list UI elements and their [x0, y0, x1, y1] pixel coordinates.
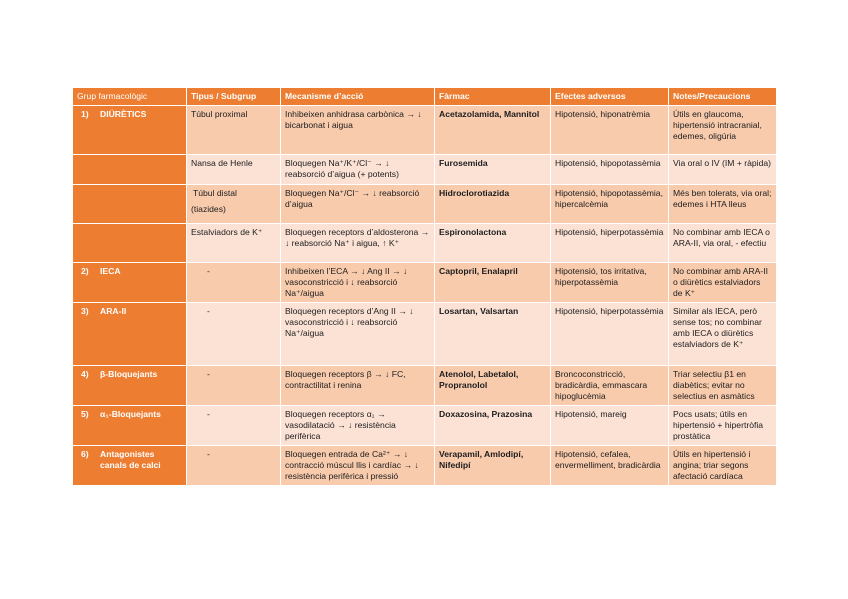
mechanism-cell: Bloquegen receptors α₁ → vasodilatació → ↓ resistència perifèrica — [281, 406, 435, 446]
drug-cell: Atenolol, Labetalol, Propranolol — [435, 366, 551, 406]
subtype-dash: - — [207, 409, 210, 419]
group-name: DIÜRÈTICS — [100, 109, 147, 119]
table-row — [73, 185, 777, 224]
subtype-line-2: (tiazides) — [191, 204, 226, 214]
group-number: 6) — [81, 449, 89, 459]
notes-cell: Pocs usats; útils en hipertensió + hipertròfia prostàtica — [669, 406, 777, 446]
mechanism-cell: Bloquegen Na⁺/Cl⁻ → ↓ reabsorció d’aigua — [281, 185, 435, 224]
adverse-cell: Broncoconstricció, bradicàrdia, emmascara hipoglucèmia — [551, 366, 669, 406]
header-drug: Fàrmac — [435, 88, 551, 106]
group-cell — [73, 446, 187, 486]
notes-cell: Més ben tolerats, via oral; edemes i HTA lleus — [669, 185, 777, 224]
adverse-cell: Hipotensió, tos irritativa, hiperpotassèmia — [551, 263, 669, 303]
adverse-cell: Hipotensió, hiperpotassèmia — [551, 303, 669, 366]
mechanism-cell: Inhibeixen anhidrasa carbònica → ↓ bicarbonat i aigua — [281, 106, 435, 155]
subtype-dash: - — [207, 369, 210, 379]
subtype-line-1: Túbul distal — [193, 188, 237, 198]
table-row — [73, 303, 777, 366]
group-cell — [73, 185, 187, 224]
table-row — [73, 263, 777, 303]
group-name: Antagonistes canals de calci — [100, 449, 161, 470]
mechanism-cell: Bloquegen entrada de Ca²⁺ → ↓ contracció múscul llis i cardíac → ↓ resistència perifèrica i pressió — [281, 446, 435, 486]
notes-cell: Via oral o IV (IM + ràpida) — [669, 155, 777, 185]
adverse-cell: Hipotensió, hiponatrèmia — [551, 106, 669, 155]
header-adverse: Efectes adversos — [551, 88, 669, 106]
drug-cell: Doxazosina, Prazosina — [435, 406, 551, 446]
adverse-cell: Hipotensió, hipopotassèmia, hipercalcèmia — [551, 185, 669, 224]
drug-cell: Captopril, Enalapril — [435, 263, 551, 303]
group-number: 3) — [81, 306, 89, 316]
group-number: 1) — [81, 109, 89, 119]
drug-cell: Losartan, Valsartan — [435, 303, 551, 366]
subtype-cell — [187, 263, 281, 303]
group-name: ARA-II — [100, 306, 127, 316]
group-cell — [73, 224, 187, 263]
drug-cell: Verapamil, Amlodipí, Nifedipí — [435, 446, 551, 486]
notes-cell: Útils en glaucoma, hipertensió intracranial, edemes, oligúria — [669, 106, 777, 155]
drug-cell: Furosemida — [435, 155, 551, 185]
table-row — [73, 366, 777, 406]
group-name: α₁-Bloquejants — [100, 409, 161, 419]
drug-cell: Espironolactona — [435, 224, 551, 263]
group-cell — [73, 263, 187, 303]
subtype-cell — [187, 185, 281, 224]
drug-cell: Hidroclorotiazida — [435, 185, 551, 224]
subtype-cell — [187, 303, 281, 366]
adverse-cell: Hipotensió, hiperpotassèmia — [551, 224, 669, 263]
table-row — [73, 406, 777, 446]
mechanism-cell: Bloquegen Na⁺/K⁺/Cl⁻ → ↓ reabsorció d’aigua (+ potents) — [281, 155, 435, 185]
group-cell — [73, 303, 187, 366]
group-number: 5) — [81, 409, 89, 419]
adverse-cell: Hipotensió, hipopotassèmia — [551, 155, 669, 185]
group-cell — [73, 366, 187, 406]
subtype-dash: - — [207, 306, 210, 316]
mechanism-cell: Inhibeixen l’ECA → ↓ Ang II → ↓ vasoconstricció i ↓ reabsorció Na⁺/aigua — [281, 263, 435, 303]
subtype-cell: Nansa de Henle — [187, 155, 281, 185]
subtype-dash: - — [207, 266, 210, 276]
notes-cell: Similar als IECA, però sense tos; no combinar amb IECA o diürètics estalviadors de K⁺ — [669, 303, 777, 366]
adverse-cell: Hipotensió, cefalea, envermelliment, bradicàrdia — [551, 446, 669, 486]
header-row — [73, 88, 777, 106]
subtype-cell — [187, 366, 281, 406]
notes-cell: Triar selectiu β1 en diabètics; evitar no selectius en asmàtics — [669, 366, 777, 406]
subtype-cell: Túbul proximal — [187, 106, 281, 155]
group-cell — [73, 406, 187, 446]
subtype-cell: Estalviadors de K⁺ — [187, 224, 281, 263]
notes-cell: No combinar amb ARA-II o diürètics estalviadors de K⁺ — [669, 263, 777, 303]
group-name: β-Bloquejants — [100, 369, 158, 379]
notes-cell: No combinar amb IECA o ARA-II, via oral, - efectiu — [669, 224, 777, 263]
notes-cell: Útils en hipertensió i angina; triar segons afectació cardíaca — [669, 446, 777, 486]
group-cell — [73, 155, 187, 185]
adverse-cell: Hipotensió, mareig — [551, 406, 669, 446]
subtype-cell — [187, 446, 281, 486]
group-number: 2) — [81, 266, 89, 276]
table-row — [73, 446, 777, 486]
group-number: 4) — [81, 369, 89, 379]
subtype-cell — [187, 406, 281, 446]
header-notes: Notes/Precaucions — [669, 88, 777, 106]
mechanism-cell: Bloquegen receptors d’aldosterona → ↓ reabsorció Na⁺ i aigua, ↑ K⁺ — [281, 224, 435, 263]
table-row — [73, 155, 777, 185]
header-group: Grup farmacològic — [73, 88, 187, 106]
table-row — [73, 106, 777, 155]
drug-table — [72, 87, 777, 486]
mechanism-cell: Bloquegen receptors d’Ang II → ↓ vasoconstricció i ↓ reabsorció Na⁺/aigua — [281, 303, 435, 366]
subtype-dash: - — [207, 449, 210, 459]
drug-cell: Acetazolamida, Mannitol — [435, 106, 551, 155]
group-cell — [73, 106, 187, 155]
group-name: IECA — [100, 266, 121, 276]
header-subtype: Tipus / Subgrup — [187, 88, 281, 106]
table-row — [73, 224, 777, 263]
header-mechanism: Mecanisme d’acció — [281, 88, 435, 106]
mechanism-cell: Bloquegen receptors β → ↓ FC, contractilitat i renina — [281, 366, 435, 406]
